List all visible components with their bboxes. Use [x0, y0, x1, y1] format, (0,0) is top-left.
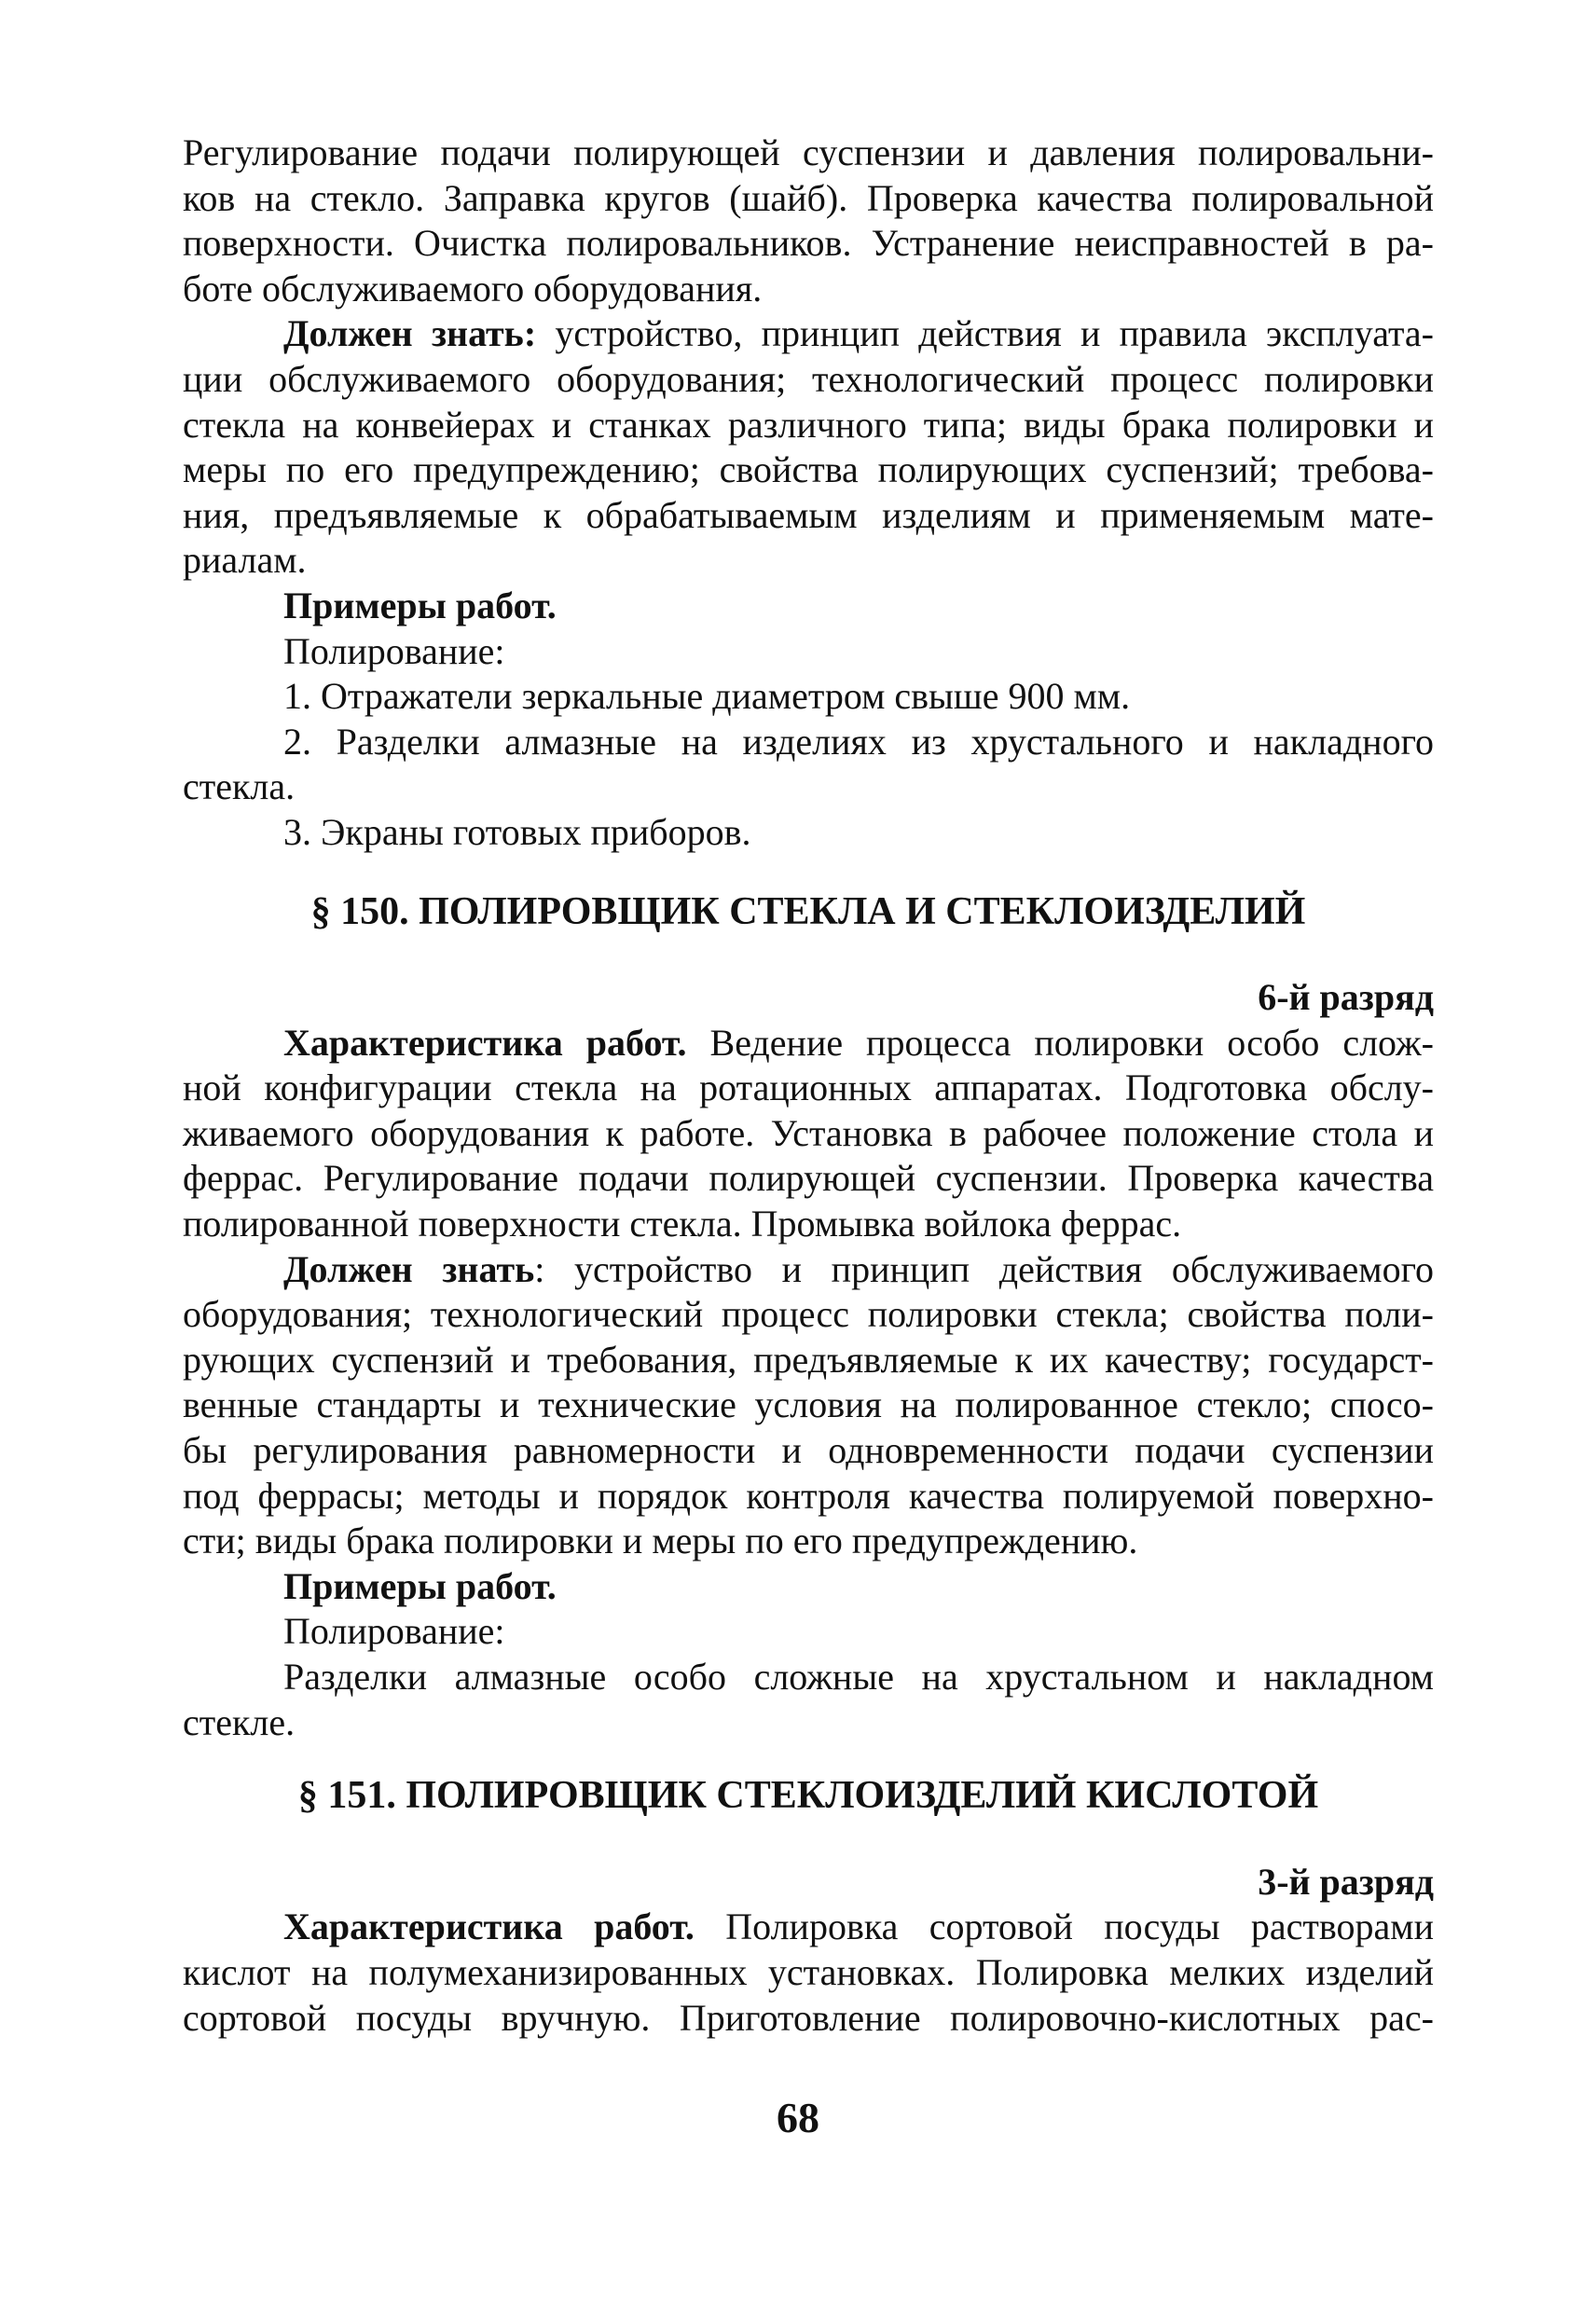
text-line: меры по его предупреждению; свойства полирующих суспензий; требова-	[183, 448, 1434, 491]
characteristic-label: Характеристика работ.	[283, 1021, 687, 1064]
text-line: стекла на конвейерах и станках различного типа; виды брака полировки и	[183, 403, 1434, 446]
text-fragment: : устройство и принцип действия обслуживаемого	[534, 1247, 1434, 1290]
text-line: кислот на полумеханизированных установках. Полировка мелких изделий	[183, 1950, 1434, 1993]
text-line	[183, 1247, 1434, 1293]
list-item: Разделки алмазные особо сложные на хрустальном и накладном	[283, 1656, 1434, 1698]
must-know-paragraph	[183, 1247, 1434, 1564]
list-item: 1. Отражатели зеркальные диаметром свыше 900 мм.	[283, 675, 1131, 718]
list-item: 2. Разделки алмазные на изделиях из хрустального и накладного	[283, 720, 1434, 763]
text-line	[183, 1021, 1434, 1066]
rank-label: 3-й разряд	[1258, 1860, 1434, 1903]
text-line: сортовой посуды вручную. Приготовление полировочно-кислотных рас-	[183, 1996, 1434, 2039]
text-line	[183, 311, 1434, 357]
characteristic-paragraph	[183, 1905, 1434, 2041]
text-line: бы регулирования равномерности и одновременности подачи суспензии	[183, 1429, 1434, 1472]
rank-label: 6-й разряд	[1258, 976, 1434, 1019]
examples-label: Примеры работ.	[283, 1564, 557, 1607]
text-line: оборудования; технологический процесс полировки стекла; свойства поли-	[183, 1293, 1434, 1336]
text-fragment: Ведение процесса полировки особо слож-	[686, 1021, 1434, 1064]
list-item: стекле.	[183, 1700, 296, 1743]
text-line: феррас. Регулирование подачи полирующей суспензии. Проверка качества	[183, 1157, 1434, 1200]
must-know-label: Должен знать	[283, 1247, 535, 1290]
section-heading: § 150. ПОЛИРОВЩИК СТЕКЛА И СТЕКЛОИЗДЕЛИЙ	[310, 889, 1306, 933]
text-line: живаемого оборудования к работе. Установка в рабочее положение стола и	[183, 1111, 1434, 1154]
text-line: поверхности. Очистка полировальников. Устранение неисправностей в ра-	[183, 222, 1434, 265]
list-item: стекла.	[183, 765, 296, 808]
text-line: боте обслуживаемого оборудования.	[183, 267, 763, 310]
must-know-paragraph	[183, 311, 1434, 584]
examples-sublabel: Полирование:	[283, 1610, 505, 1653]
text-line	[183, 1905, 1434, 1950]
text-line: сти; виды брака полировки и меры по его предупреждению.	[183, 1520, 1138, 1562]
examples-sublabel: Полирование:	[283, 629, 505, 672]
page-body	[183, 131, 1434, 2041]
examples-label: Примеры работ.	[283, 584, 557, 626]
text-line: риалам.	[183, 539, 307, 582]
text-line: Регулирование подачи полирующей суспензии и давления полировальни-	[183, 131, 1434, 173]
text-line: венные стандарты и технические условия на полированное стекло; спосо-	[183, 1383, 1434, 1426]
text-fragment: устройство, принцип действия и правила эксплуата-	[536, 312, 1435, 355]
text-line: ния, предъявляемые к обрабатываемым изделиям и применяемым мате-	[183, 493, 1434, 536]
must-know-label: Должен знать:	[283, 312, 537, 355]
list-item: 3. Экраны готовых приборов.	[283, 810, 751, 853]
section-heading: § 151. ПОЛИРОВЩИК СТЕКЛОИЗДЕЛИЙ КИСЛОТОЙ	[297, 1774, 1319, 1818]
text-line: ции обслуживаемого оборудования; технологический процесс полировки	[183, 357, 1434, 400]
text-fragment: Полировка сортовой посуды растворами	[694, 1905, 1434, 1948]
characteristic-paragraph	[183, 1021, 1434, 1247]
examples-block	[183, 584, 1434, 856]
top-paragraph	[183, 131, 1434, 311]
text-line: под феррасы; методы и порядок контроля качества полируемой поверхно-	[183, 1474, 1434, 1517]
text-line: ков на стекло. Заправка кругов (шайб). Проверка качества полировальной	[183, 176, 1434, 219]
page-number: 68	[777, 2094, 819, 2141]
text-line: ной конфигурации стекла на ротационных аппаратах. Подготовка обслу-	[183, 1066, 1434, 1109]
examples-block	[183, 1564, 1434, 1745]
text-line: полированной поверхности стекла. Промывка войлока феррас.	[183, 1203, 1182, 1245]
characteristic-label: Характеристика работ.	[283, 1905, 695, 1948]
text-line: рующих суспензий и требования, предъявляемые к их качеству; государст-	[183, 1338, 1434, 1381]
